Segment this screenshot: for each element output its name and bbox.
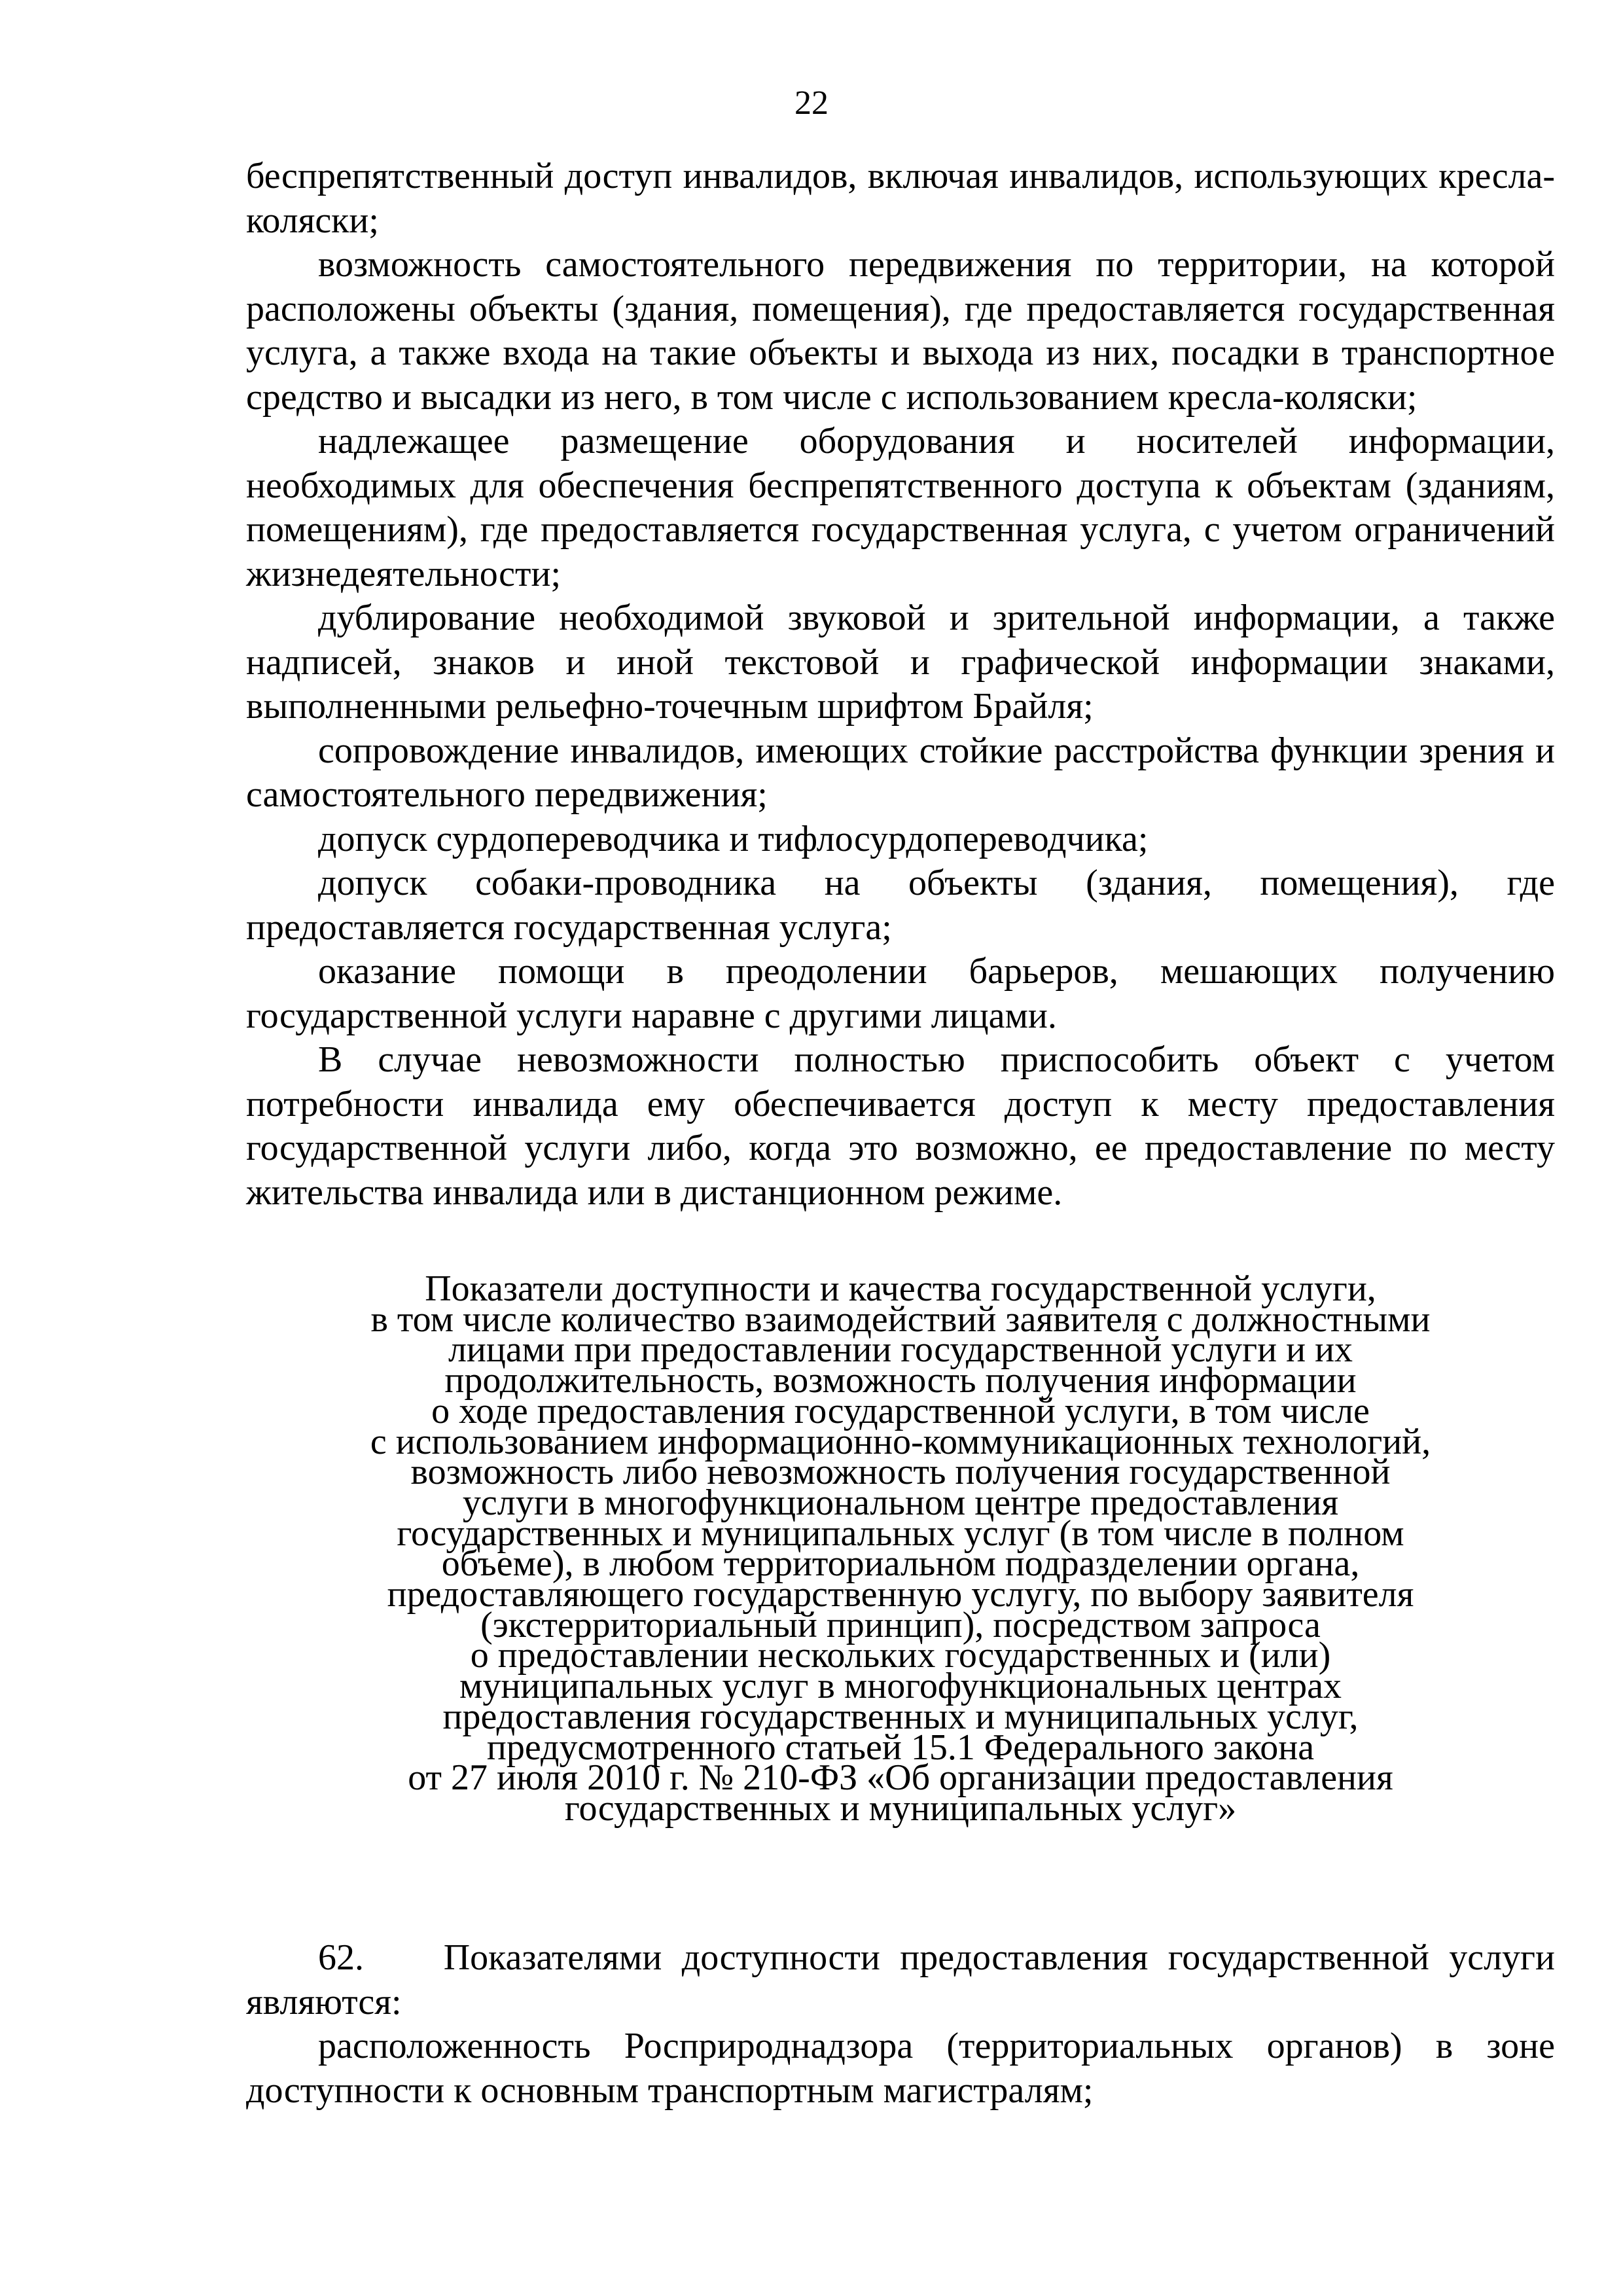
paragraph-8: оказание помощи в преодолении барьеров, мешающих получению государственной услуги наравне с другими лицами. — [246, 951, 1555, 1036]
heading-line: возможность либо невозможность получения государственной — [410, 1452, 1391, 1493]
paragraph-7: допуск собаки-проводника на объекты (здания, помещения), где предоставляется государственная услуга; — [246, 863, 1555, 948]
heading-line: Показатели доступности и качества государственной услуги, — [425, 1268, 1376, 1309]
section-62 — [246, 1936, 1555, 2113]
heading-line: государственных и муниципальных услуг» — [564, 1787, 1237, 1829]
heading-line: услуги в многофункциональном центре предоставления — [462, 1482, 1339, 1523]
heading-line: предусмотренного статьей 15.1 Федерального закона — [486, 1727, 1315, 1768]
section-heading — [246, 1268, 1555, 1829]
heading-line: государственных и муниципальных услуг (в том числе в полном — [397, 1513, 1404, 1554]
paragraph-5: сопровождение инвалидов, имеющих стойкие расстройства функции зрения и самостоятельного передвижения; — [246, 730, 1555, 815]
page-number: 22 — [794, 84, 829, 122]
item-62-paragraph — [246, 1936, 1555, 2024]
heading-line: в том числе количество взаимодействий заявителя с должностными — [370, 1299, 1431, 1340]
paragraph-2: возможность самостоятельного передвижения по территории, на которой расположены объекты (здания, помещения), где предоставляется государственная услуга, а также входа на такие объекты и выхода из них, посадки в транспортное средство и высадки из него, в том числе с использованием кресла-коляски; — [246, 244, 1555, 418]
heading-line: предоставляющего государственную услугу, по выбору заявителя — [387, 1574, 1414, 1615]
closing-paragraph: расположенность Росприроднадзора (территориальных органов) в зоне доступности к основным транспортным магистралям; — [246, 2026, 1555, 2111]
paragraph-9: В случае невозможности полностью приспособить объект с учетом потребности инвалида ему обеспечивается доступ к месту предоставления государственной услуги либо, когда это возможно, ее предоставление по месту жительства инвалида или в дистанционном режиме. — [246, 1039, 1555, 1213]
heading-line: объеме), в любом территориальном подразделении органа, — [441, 1543, 1360, 1585]
heading-line: муниципальных услуг в многофункциональных центрах — [459, 1666, 1342, 1707]
item-62-text: Показателями доступности предоставления государственной услуги являются: — [246, 1937, 1555, 2022]
heading-line: продолжительность, возможность получения информации — [444, 1360, 1357, 1401]
heading-line: о ходе предоставления государственной услуги, в том числе — [431, 1390, 1370, 1431]
item-number: 62. — [318, 1937, 364, 1978]
paragraph-3: надлежащее размещение оборудования и носителей информации, необходимых для обеспечения беспрепятственного доступа к объектам (зданиям, помещениям), где предоставляется государственная услуга, с учетом ограничений жизнедеятельности; — [246, 421, 1555, 594]
body-text — [246, 154, 1555, 1215]
paragraph-1: беспрепятственный доступ инвалидов, включая инвалидов, использующих кресла-коляски; — [246, 156, 1555, 241]
heading-line: о предоставлении нескольких государственных и (или) — [470, 1635, 1331, 1676]
paragraph-4: дублирование необходимой звуковой и зрительной информации, а также надписей, знаков и иной текстовой и графической информации знаками, выполненными рельефно-точечным шрифтом Брайля; — [246, 598, 1555, 726]
paragraph-6: допуск сурдопереводчика и тифлосурдопереводчика; — [318, 818, 1149, 859]
heading-line: предоставления государственных и муниципальных услуг, — [442, 1696, 1359, 1737]
heading-line: с использованием информационно-коммуникационных технологий, — [370, 1421, 1431, 1462]
heading-line: лицами при предоставлении государственной услуги и их — [448, 1329, 1353, 1371]
heading-line: (экстерриториальный принцип), посредством запроса — [480, 1604, 1321, 1645]
heading-line: от 27 июля 2010 г. № 210-ФЗ «Об организации предоставления — [408, 1757, 1393, 1799]
